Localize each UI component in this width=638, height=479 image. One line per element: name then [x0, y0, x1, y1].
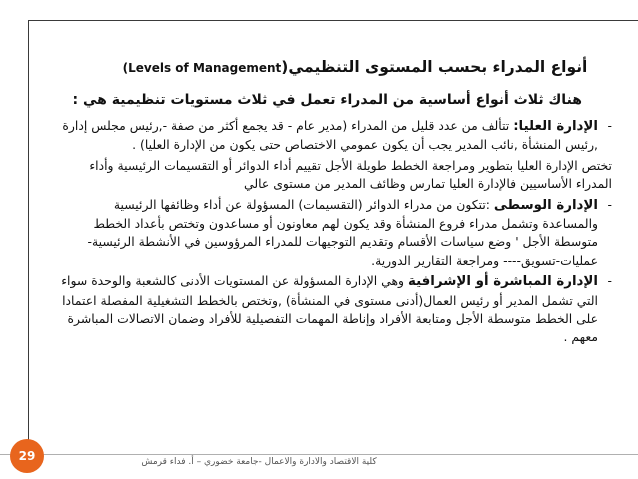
- title-english: (Levels of Management: [122, 61, 282, 75]
- top-management-text: تتألف من عدد قليل من المدراء (مدير عام - قد يجمع أكثر من صفة -,رئيس مجلس إدارة ,رئيس المنشأة ,نائب المدير يجب أن يكون عمومي الاختصاص حتى يكون من الإدارة العليا) .: [62, 118, 598, 153]
- bullet-dash: -: [607, 118, 612, 133]
- frame-left-line: [28, 20, 29, 455]
- slide-content: [58, 56, 612, 349]
- top-management-heading: الإدارة العليا:: [513, 119, 598, 134]
- slide-title: [58, 56, 612, 79]
- supervisory-management-item: [58, 272, 612, 347]
- footer-text: كلية الاقتصاد والادارة والاعمال -جامعة خضوري – أ. فداء قرمش: [141, 457, 377, 467]
- intro-text: هناك ثلاث أنواع أساسية من المدراء تعمل في ثلاث مستويات تنظيمية هي :: [72, 92, 582, 108]
- middle-management-text: :تتكون من مدراء الدوائر (التقسيمات) المسؤولة عن أداء وظائفها الرئيسية والمساعدة وتشمل مدراء فروع المنشأة وقد يكون لهم معاونون أو مساعدون وتختص بأعداد الخطط متوسطة الأجل ' وضع سياسات الأقسام وتقديم التوجيهات للمدراء المرؤوسين في الأنشطة الرئيسية-عمليات-تسويق---- ومراجعة التقارير الدورية.: [87, 196, 598, 268]
- bullet-dash: -: [607, 273, 612, 289]
- top-management-note: تختص الإدارة العليا بتطوير ومراجعة الخطط طويلة الأجل تقييم أداء الدوائر أو التقسيمات الرئيسية وأداء المدراء الأساسيين فالإدارة العليا تمارس وظائف المدير من مستوى عالي: [89, 157, 612, 192]
- frame-top-line: [28, 20, 638, 21]
- supervisory-management-heading: الإدارة المباشرة أو الإشرافية: [407, 274, 598, 290]
- page-number-badge: [10, 439, 44, 473]
- supervisory-management-text: وهي الإدارة المسؤولة عن المستويات الأدنى كالشعبة والوحدة سواء التي تشمل المدير أو رئيس العمال(أدنى مستوى في المنشأة) ,وتختص بالخطط التشغيلية المفصلة اعتمادا على الخطط متوسطة الأجل ومتابعة الأفراد وإناطة المهمات التفصيلية للأفراد وضمان الاتصالات المباشرة معهم .: [61, 273, 598, 345]
- slide-footer: [0, 455, 638, 479]
- middle-management-heading: الإدارة الوسطى: [493, 197, 598, 213]
- page-number: 29: [18, 449, 36, 463]
- title-arabic: أنواع المدراء بحسب المستوى التنظيمي(: [281, 58, 588, 76]
- top-management-item: [58, 117, 612, 155]
- bullet-dash: -: [607, 196, 612, 212]
- middle-management-item: [58, 196, 612, 271]
